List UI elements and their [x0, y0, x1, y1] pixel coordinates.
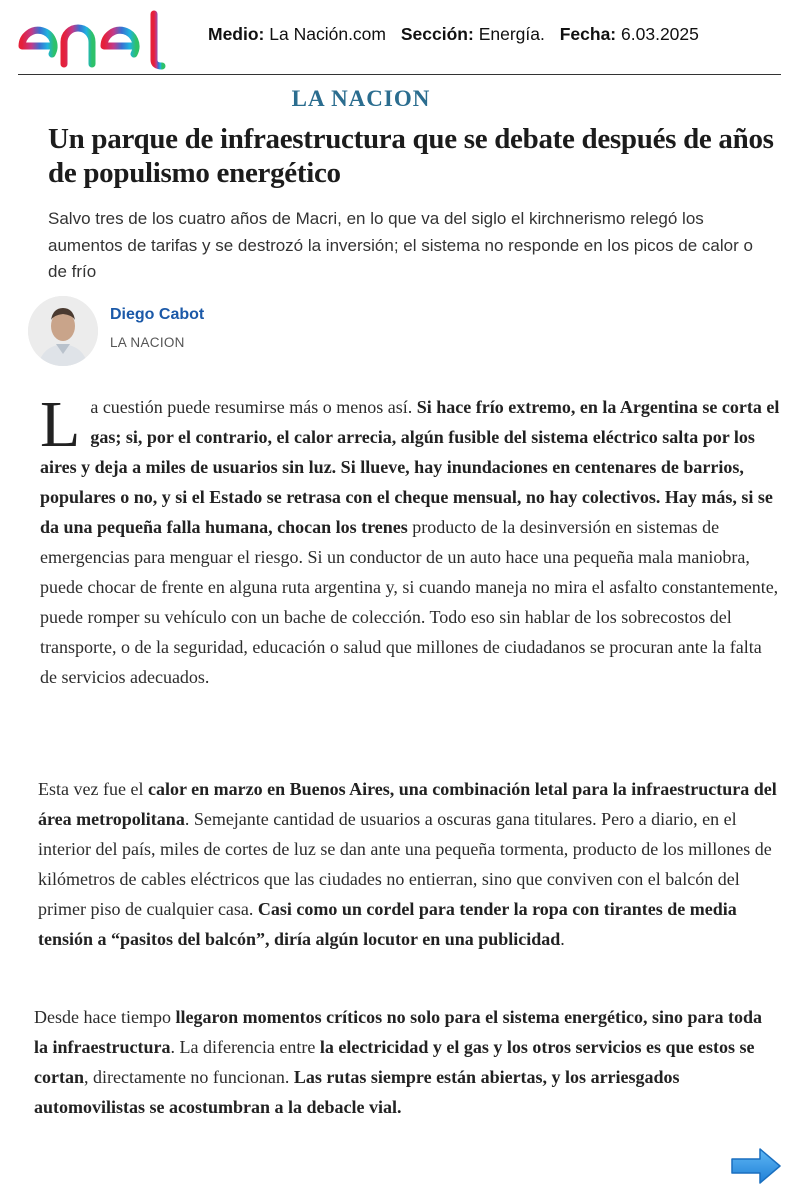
paragraph-highlight: calor en marzo en Buenos Aires, una combinación letal para la infraestructura del área metropolitana — [38, 779, 777, 829]
paragraph-text: , directamente no funcionan. — [83, 1067, 294, 1087]
medio-value: La Nación.com — [269, 24, 386, 44]
paragraph-highlight: llegaron momentos críticos no solo para el sistema energético, sino para toda la infraestructura — [34, 1007, 763, 1057]
article-paragraph-2 — [38, 774, 780, 954]
paragraph-highlight: la electricidad y el gas y los otros servicios es que estos se cortan — [34, 1037, 755, 1087]
paragraph-text: . — [560, 929, 565, 949]
press-clip-metadata — [208, 24, 699, 45]
header-divider — [18, 74, 781, 75]
author-byline — [28, 296, 428, 368]
paragraph-text: Desde hace tiempo — [34, 1007, 176, 1027]
author-avatar — [28, 296, 98, 366]
paragraph-highlight: Casi como un cordel para tender la ropa con tirantes de media tensión a “pasitos del balcón”, diría algún locutor en una publicidad — [38, 899, 737, 949]
article-subtitle: Salvo tres de los cuatro años de Macri, en lo que va del siglo el kirchnerismo relegó los aumentos de tarifas y se destrozó la inversión; el sistema no responde en los picos de calor o de frío — [48, 209, 753, 281]
drop-cap: L — [40, 388, 81, 461]
medio-label: Medio: — [208, 24, 265, 44]
arrow-right-icon[interactable] — [730, 1146, 782, 1186]
article-title: Un parque de infraestructura que se debate después de años de populismo energético — [48, 123, 774, 189]
fecha-label: Fecha: — [559, 24, 617, 44]
author-name[interactable]: Diego Cabot — [110, 306, 205, 323]
article-paragraph-1 — [40, 388, 780, 692]
author-organization: LA NACION — [110, 335, 185, 350]
seccion-value: Energía. — [478, 24, 545, 44]
paragraph-text: . La diferencia entre — [170, 1037, 320, 1057]
fecha-value: 6.03.2025 — [621, 24, 699, 44]
enel-logo — [16, 8, 171, 70]
seccion-label: Sección: — [400, 24, 474, 44]
page-header — [0, 0, 800, 76]
publication-name: LA NACION — [291, 86, 431, 111]
paragraph-highlight: Las rutas siempre están abiertas, y los arriesgados automovilistas se acostumbran a la debacle vial. — [34, 1067, 680, 1117]
paragraph-highlight: Si hace frío extremo, en la Argentina se corta el gas; si, por el contrario, el calor arrecia, algún fusible del sistema eléctrico salta por los aires y deja a miles de usuarios sin luz. Si llueve, hay inundaciones en centenares de barrios, populares o no, y si el Estado se retrasa con el cheque mensual, no hay colectivos. Hay más, si se da una pequeña falla humana, chocan los trenes — [40, 397, 780, 537]
paragraph-text: Esta vez fue el — [38, 779, 148, 799]
paragraph-text: producto de la desinversión en sistemas de emergencias para menguar el riesgo. Si un conductor de un auto hace una pequeña mala maniobra, puede chocar de frente en alguna ruta argentina y, si cuando maneja no mira el asfalto constantemente, puede romper su vehículo con un bache de colección. Todo eso sin hablar de los sobrecostos del transporte, o de la seguridad, educación o salud que millones de ciudadanos se procuran ante la falta de servicios adecuados. — [40, 517, 779, 687]
paragraph-text: . Semejante cantidad de usuarios a oscuras gana titulares. Pero a diario, en el interior del país, miles de cortes de luz se dan ante una pequeña tormenta, producto de los millones de kilómetros de cables eléctricos que las ciudades no entierran, sino que conviven con el balcón del primer piso de cualquier casa. — [38, 809, 772, 919]
article-paragraph-3 — [34, 1002, 780, 1122]
paragraph-text: a cuestión puede resumirse más o menos así. — [90, 397, 417, 417]
